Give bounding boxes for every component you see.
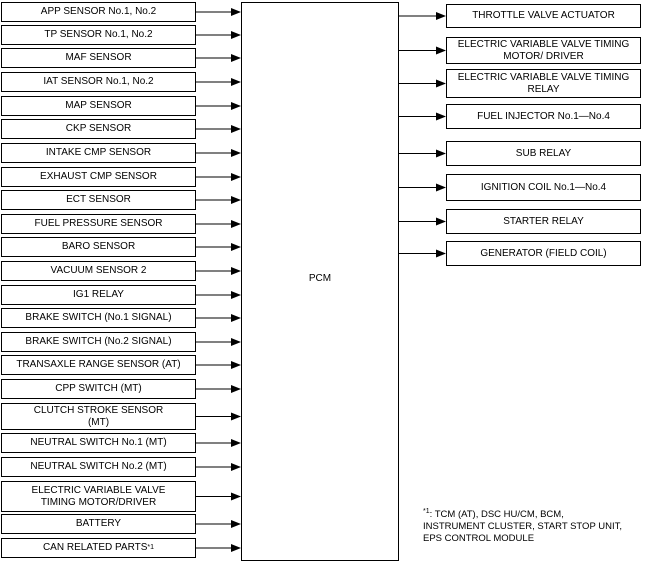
- input-label: CLUTCH STROKE SENSOR (MT): [33, 404, 164, 428]
- input-label: BRAKE SWITCH (No.2 SIGNAL): [25, 336, 172, 347]
- input-label: MAF SENSOR: [65, 52, 132, 63]
- input-label: ECT SENSOR: [66, 194, 131, 205]
- input-label: TP SENSOR No.1, No.2: [44, 29, 153, 40]
- input-map-sensor: [1, 96, 196, 116]
- input-label: APP SENSOR No.1, No.2: [40, 6, 157, 17]
- input-app-sensor-no-1-no-2: [1, 2, 196, 22]
- input-label: MAP SENSOR: [65, 100, 132, 111]
- input-label: NEUTRAL SWITCH No.2 (MT): [30, 461, 167, 472]
- input-neutral-switch-no-2-mt: [1, 457, 196, 477]
- output-generator-field-coil: [446, 241, 641, 266]
- output-label: FUEL INJECTOR No.1—No.4: [477, 110, 610, 122]
- output-ignition-coil-no-1-no-4: [446, 174, 641, 201]
- input-label: BATTERY: [75, 518, 122, 529]
- input-ckp-sensor: [1, 119, 196, 139]
- output-label: STARTER RELAY: [503, 215, 584, 227]
- pcm-block: [241, 2, 399, 561]
- input-clutch-stroke-sensor-mt: [1, 403, 196, 430]
- pcm-label: PCM: [308, 273, 332, 284]
- footnote-ref: *1: [147, 544, 155, 551]
- input-label: FUEL PRESSURE SENSOR: [34, 218, 163, 229]
- input-ig1-relay: [1, 285, 196, 305]
- input-can-related-parts: [1, 538, 196, 558]
- input-label: BARO SENSOR: [61, 241, 136, 252]
- output-starter-relay: [446, 209, 641, 234]
- input-baro-sensor: [1, 237, 196, 257]
- input-label: TRANSAXLE RANGE SENSOR (AT): [16, 359, 181, 370]
- output-label: ELECTRIC VARIABLE VALVE TIMING RELAY: [457, 71, 630, 95]
- output-electric-variable-valve-timing-relay: [446, 69, 641, 98]
- output-throttle-valve-actuator: [446, 4, 641, 28]
- footnote-text: : TCM (AT), DSC HU/CM, BCM, INSTRUMENT CLUSTER, START STOP UNIT, EPS CONTROL MODULE: [423, 509, 623, 545]
- input-brake-switch-no-1-signal: [1, 308, 196, 328]
- output-fuel-injector-no-1-no-4: [446, 104, 641, 129]
- output-label: ELECTRIC VARIABLE VALVE TIMING MOTOR/ DRIVER: [457, 38, 630, 62]
- output-sub-relay: [446, 141, 641, 166]
- input-label: EXHAUST CMP SENSOR: [40, 171, 157, 182]
- input-label: CKP SENSOR: [65, 123, 132, 134]
- input-label: BRAKE SWITCH (No.1 SIGNAL): [25, 312, 172, 323]
- input-cpp-switch-mt: [1, 379, 196, 399]
- input-neutral-switch-no-1-mt: [1, 433, 196, 453]
- footnote: [423, 506, 622, 545]
- input-fuel-pressure-sensor: [1, 214, 196, 234]
- input-battery: [1, 514, 196, 534]
- input-label: NEUTRAL SWITCH No.1 (MT): [30, 437, 167, 448]
- input-label: IAT SENSOR No.1, No.2: [43, 76, 154, 87]
- input-exhaust-cmp-sensor: [1, 167, 196, 187]
- input-electric-variable-valve-timing-motor-driver: [1, 481, 196, 512]
- output-label: THROTTLE VALVE ACTUATOR: [472, 10, 615, 21]
- output-label: GENERATOR (FIELD COIL): [480, 247, 607, 259]
- input-iat-sensor-no-1-no-2: [1, 72, 196, 92]
- input-ect-sensor: [1, 190, 196, 210]
- footnote-mark: *1: [423, 508, 430, 515]
- input-transaxle-range-sensor-at: [1, 355, 196, 375]
- input-maf-sensor: [1, 48, 196, 68]
- input-vacuum-sensor-2: [1, 261, 196, 281]
- input-label: CAN RELATED PARTS: [42, 542, 148, 553]
- input-intake-cmp-sensor: [1, 143, 196, 163]
- input-label: CPP SWITCH (MT): [55, 383, 142, 394]
- input-label: ELECTRIC VARIABLE VALVE TIMING MOTOR/DRIVER: [31, 484, 166, 508]
- output-label: SUB RELAY: [515, 147, 572, 159]
- input-label: IG1 RELAY: [73, 289, 124, 300]
- input-label: INTAKE CMP SENSOR: [45, 147, 152, 158]
- output-label: IGNITION COIL No.1—No.4: [480, 181, 607, 193]
- output-electric-variable-valve-timing-motor-driver: [446, 37, 641, 64]
- input-label: VACUUM SENSOR 2: [50, 265, 147, 276]
- input-tp-sensor-no-1-no-2: [1, 25, 196, 45]
- input-brake-switch-no-2-signal: [1, 332, 196, 352]
